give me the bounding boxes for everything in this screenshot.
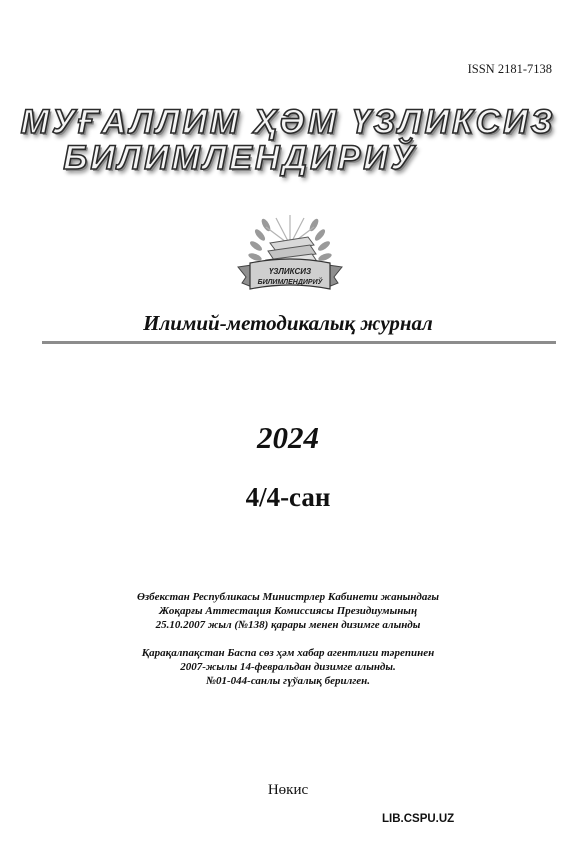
issue-number: 4/4-сан xyxy=(245,482,331,512)
ribbon-text-2: БИЛИМЛЕНДИРИЎ xyxy=(257,279,323,286)
registration-line: Қарақалпақстан Баспа сөз ҳәм хабар агентлиги тәрепинен xyxy=(141,647,435,659)
divider-rule xyxy=(42,341,556,344)
issue-year: 2024 xyxy=(257,420,319,455)
ribbon-text-1: ҮЗЛИКСИЗ xyxy=(268,267,312,276)
library-watermark: LIB.CSPU.UZ xyxy=(382,813,455,825)
registration-line: 25.10.2007 жыл (№138) қарары менен дизимге алынды xyxy=(155,619,421,631)
registration-block-2 xyxy=(0,646,576,688)
registration-line: Өзбекстан Республикасы Министрлер Кабинети жанындағы xyxy=(136,591,440,603)
journal-emblem-icon xyxy=(230,205,350,305)
registration-block-1 xyxy=(0,590,576,632)
issn-number: ISSN 2181-7138 xyxy=(467,62,552,76)
registration-line: №01-044-санлы гүўалық берилген. xyxy=(205,675,371,687)
publication-city: Нөкис xyxy=(267,782,309,798)
registration-line: Жоқарғы Аттестация Комиссиясы Президиумының xyxy=(158,605,418,617)
journal-subtitle: Илимий-методикалық журнал xyxy=(143,311,433,335)
journal-title-line-2: БИЛИМЛЕНДИРИЎ xyxy=(63,139,417,177)
journal-title-line-1: МУҒАЛЛИМ ҲӘМ ҮЗЛИКСИЗ xyxy=(20,103,556,141)
registration-line: 2007-жылы 14-февральдан дизимге алынды. xyxy=(180,661,396,673)
